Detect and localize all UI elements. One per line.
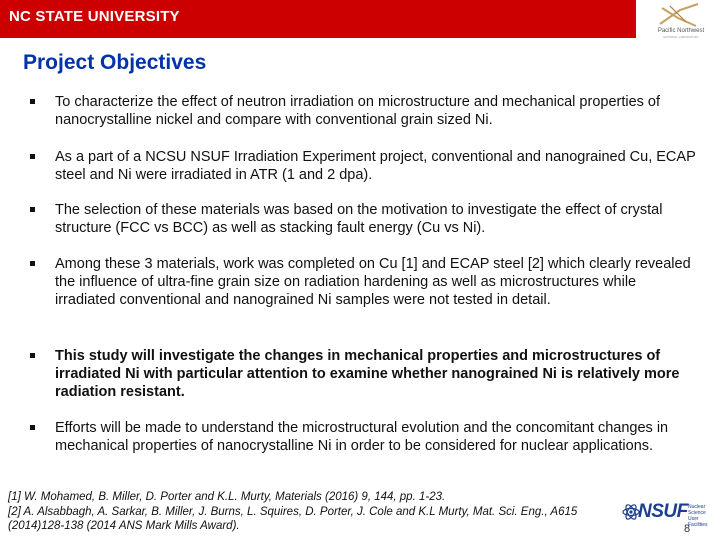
nsuf-logo-text: NSUF <box>638 501 688 522</box>
bullet-text: Among these 3 materials, work was completed on Cu [1] and ECAP steel [2] which clearly revealed the influence of ultra-fine grain size on radiation hardening as well as microstructures while irradiated conventional and nanograined Ni samples were not tested in detail. <box>55 256 691 308</box>
bullet-text: To characterize the effect of neutron irradiation on microstructure and mechanical properties of nanocrystalline nickel and compare with conventional grain sized Ni. <box>55 94 661 128</box>
bullet-text: The selection of these materials was based on the motivation to investigate the effect of crystal structure (FCC vs BCC) as well as stacking fault energy (Cu vs Ni). <box>55 202 663 236</box>
pnnl-logo <box>640 2 718 42</box>
nsuf-logo <box>622 498 717 526</box>
pnnl-swoosh-icon <box>640 2 718 28</box>
references <box>8 490 618 534</box>
bullet-square-icon <box>30 207 35 212</box>
bullet-text: This study will investigate the changes in mechanical properties and microstructures of irradiated Ni with particular attention to examine whether nanograined Ni is relatively more radiation resistant. <box>55 348 680 400</box>
nsuf-logo-side-text: Nuclear Science User Facilities <box>688 504 708 528</box>
reference-item: [2] A. Alsabbagh, A. Sarkar, B. Miller, J. Burns, L. Squires, D. Porter, J. Cole and K.L Murty, Mat. Sci. Eng., A615 (2014)128-138 (2014 ANS Mark Mills Award). <box>8 505 578 532</box>
bullet-square-icon <box>30 99 35 104</box>
bullet-square-icon <box>30 154 35 159</box>
page-number: 8 <box>684 523 691 535</box>
bullet-square-icon <box>30 425 35 430</box>
bullet-square-icon <box>30 353 35 358</box>
pnnl-logo-text: Pacific Northwest <box>657 28 705 34</box>
bullet-square-icon <box>30 261 35 266</box>
page-title: Project Objectives <box>23 51 207 74</box>
bullet-text: As a part of a NCSU NSUF Irradiation Experiment project, conventional and nanograined Cu, ECAP steel and Ni were irradiated in ATR (1 and 2 dpa). <box>55 149 696 183</box>
header-bar <box>0 0 636 38</box>
bullet-text: Efforts will be made to understand the microstructural evolution and the concomitant changes in mechanical properties of nanocrystalline Ni in order to be considered for nuclear applications. <box>55 420 669 454</box>
reference-item: [1] W. Mohamed, B. Miller, D. Porter and K.L. Murty, Materials (2016) 9, 144, pp. 1-23. <box>8 491 446 503</box>
pnnl-logo-subtext: NATIONAL LABORATORY <box>663 35 699 39</box>
university-name: NC STATE UNIVERSITY <box>9 8 180 25</box>
